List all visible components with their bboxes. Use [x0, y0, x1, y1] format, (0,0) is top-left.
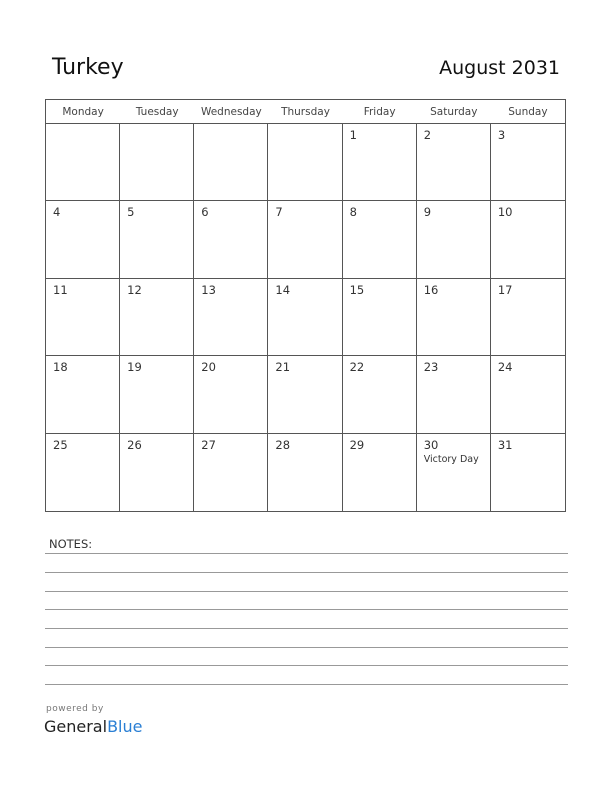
- powered-by-text: powered by: [46, 704, 104, 714]
- day-number: 12: [127, 282, 142, 297]
- weekday-friday: Friday: [363, 106, 396, 118]
- notes-label: NOTES:: [49, 537, 93, 551]
- month-year-title: August 2031: [439, 57, 560, 79]
- note-line: [45, 684, 568, 685]
- note-line: [45, 647, 568, 648]
- day-cell: [194, 279, 268, 356]
- day-cell: [120, 356, 194, 433]
- day-cell: [417, 356, 491, 433]
- day-number: 11: [53, 282, 68, 297]
- weekday-wednesday: Wednesday: [200, 106, 262, 118]
- weekday-sunday: Sunday: [508, 106, 548, 118]
- day-grid: [46, 124, 565, 511]
- day-cell: [268, 124, 342, 201]
- day-cell: [343, 434, 417, 511]
- weekday-header-row: [46, 100, 565, 124]
- day-cell: [194, 356, 268, 433]
- day-cell: [120, 201, 194, 278]
- holiday-label: Victory Day: [423, 453, 479, 465]
- day-cell: [343, 279, 417, 356]
- day-cell: [417, 124, 491, 201]
- day-number: 7: [275, 205, 283, 220]
- day-number: 30: [423, 437, 439, 452]
- day-cell: [194, 124, 268, 201]
- day-cell: [268, 279, 342, 356]
- day-cell: [46, 124, 120, 201]
- day-cell: [343, 356, 417, 433]
- day-cell: [194, 434, 268, 511]
- day-number: 17: [497, 282, 513, 297]
- day-cell: [417, 434, 491, 511]
- calendar-grid: [45, 99, 566, 512]
- day-number: 1: [349, 128, 357, 142]
- day-cell: [343, 201, 417, 278]
- day-number: 8: [349, 205, 357, 220]
- day-number: 22: [349, 360, 365, 375]
- day-number: 29: [349, 437, 365, 452]
- day-number: 20: [201, 360, 216, 375]
- day-number: 21: [275, 360, 291, 375]
- day-number: 23: [423, 360, 439, 375]
- day-cell: [268, 434, 342, 511]
- note-line: [45, 572, 568, 573]
- note-line: [45, 628, 568, 629]
- day-number: 3: [497, 128, 506, 142]
- weekday-thursday: Thursday: [281, 106, 330, 118]
- day-cell: [491, 201, 565, 278]
- brand-blue: Blue: [107, 717, 143, 736]
- weekday-tuesday: Tuesday: [135, 106, 179, 118]
- day-cell: [343, 124, 417, 201]
- note-line: [45, 553, 568, 554]
- day-number: 25: [53, 437, 68, 452]
- day-number: 26: [127, 437, 142, 452]
- day-cell: [491, 434, 565, 511]
- day-number: 18: [53, 360, 68, 375]
- day-number: 10: [497, 205, 513, 220]
- day-cell: [491, 356, 565, 433]
- day-number: 27: [201, 437, 216, 452]
- day-number: 24: [497, 360, 513, 375]
- note-line: [45, 665, 568, 666]
- day-cell: [491, 124, 565, 201]
- day-cell: [268, 356, 342, 433]
- brand-general: General: [44, 717, 108, 736]
- weekday-saturday: Saturday: [430, 106, 478, 118]
- day-number: 19: [127, 360, 142, 375]
- day-cell: [417, 201, 491, 278]
- day-cell: [46, 201, 120, 278]
- day-number: 16: [423, 282, 439, 297]
- day-number: 13: [201, 282, 216, 297]
- day-cell: [120, 279, 194, 356]
- day-cell: [120, 124, 194, 201]
- day-number: 6: [201, 205, 209, 220]
- note-line: [45, 591, 568, 592]
- day-cell: [46, 356, 120, 433]
- day-cell: [46, 279, 120, 356]
- day-number: 31: [497, 437, 513, 452]
- day-number: 28: [275, 437, 291, 452]
- day-cell: [491, 279, 565, 356]
- day-number: 4: [53, 205, 61, 220]
- day-number: 5: [127, 205, 135, 220]
- day-cell: [46, 434, 120, 511]
- note-line: [45, 609, 568, 610]
- day-number: 15: [349, 282, 365, 297]
- day-number: 2: [423, 128, 432, 142]
- day-cell: [268, 201, 342, 278]
- day-cell: [194, 201, 268, 278]
- brand-logo: [44, 717, 142, 736]
- day-cell: [120, 434, 194, 511]
- weekday-monday: Monday: [62, 106, 104, 118]
- day-number: 9: [423, 205, 432, 220]
- day-number: 14: [275, 282, 291, 297]
- day-cell: [417, 279, 491, 356]
- country-title: Turkey: [52, 55, 124, 80]
